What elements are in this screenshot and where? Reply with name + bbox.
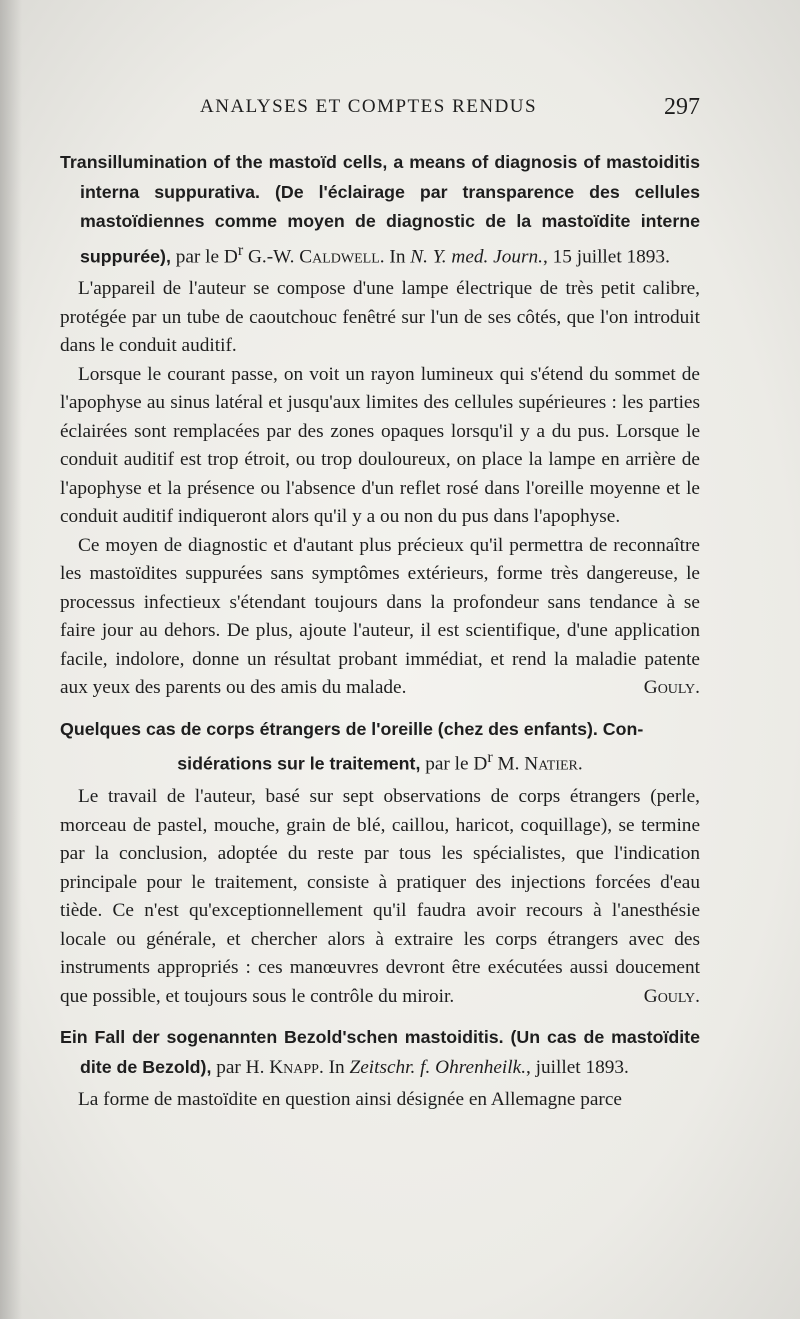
entry-1-journal: N. Y. med. Journ.	[410, 245, 543, 267]
entry-2-title-text-3: .	[577, 753, 583, 775]
entry-1-title-bold: Transillumination of the mastoïd cells, a means of diagnosis of mastoiditis interna suppurativa. (De l'éclairage par transparence des cellules mastoïdiennes comme moyen de diagnostic de la mastoïdite interne suppurée),	[60, 152, 700, 266]
running-title: ANALYSES ET COMPTES RENDUS	[200, 96, 538, 117]
entry-2-signature: Gouly.	[643, 985, 700, 1007]
entry-3-date: , juillet 1893.	[526, 1056, 629, 1078]
entry-3-title-bold: Ein Fall der sogenannten Bezold'schen mastoiditis. (Un cas de mastoïdite dite de Bezold),	[60, 1027, 700, 1077]
page-edge-shadow	[0, 0, 22, 1319]
entry-1-signature: Gouly.	[643, 677, 700, 699]
entry-2-paragraph-1: Le travail de l'auteur, basé sur sept observations de corps étrangers (perle, morceau de pastel, mouche, grain de blé, caillou, haricot, coquillage), se termine par la conclusion, adoptée du reste par tous les spécialistes, que l'indication principale pour le traitement, consiste à pratiquer des injections forcées d'eau tiède. Ce n'est qu'exceptionnellement qu'il faudra avoir recours à l'anesthésie locale ou générale, et chercher alors à extraire les corps étrangers avec des instruments appropriés : ces manœuvres devront être exécutées aussi doucement que possible, et toujours sous le contrôle du miroir.	[60, 786, 700, 1007]
entry-1-paragraph-2: Lorsque le courant passe, on voit un rayon lumineux qui s'étend du sommet de l'apophyse au sinus latéral et jusqu'aux limites des cellules supérieures : les parties éclairées sont remplacées par des zones opaques lorsqu'il y a du pus. Lorsque le conduit auditif est trop étroit, ou trop douloureux, on place la lampe en arrière de l'apophyse et la présence ou l'absence d'un reflet rosé dans l'oreille moyenne et le conduit auditif indiqueront alors qu'il y a ou non du pus dans l'apophyse.	[60, 363, 700, 528]
entry-2-title-text-2: M.	[492, 753, 525, 775]
entry-2-title-text: par le D	[420, 753, 488, 775]
entry-1-paragraph-3-wrap	[60, 532, 700, 703]
entry-1-title	[60, 148, 700, 271]
entry-3-paragraph-1: La forme de mastoïdite en question ainsi désignée en Allemagne parce	[78, 1089, 622, 1111]
entry-3-title-text: par H.	[211, 1056, 270, 1078]
entry-2-title-bold-2: sidérations sur le traitement,	[177, 753, 421, 774]
entry-1-title-text: par le D	[170, 245, 238, 267]
entry-1-paragraph-3: Ce moyen de diagnostic et d'autant plus précieux qu'il permettra de reconnaître les mastoïdites suppurées sans symptômes extérieurs, forme très dangereuse, le processus infectieux s'étendant toujours dans la profondeur sans tendance à se faire jour au dehors. De plus, ajoute l'auteur, il est scientifique, d'une application facile, indolore, donne un résultat probant immédiat, et rend la maladie patente aux yeux des parents ou des amis du malade.	[60, 534, 700, 699]
entry-1-author: Caldwell	[299, 245, 380, 267]
entry-2-title-sup: r	[487, 749, 493, 767]
entry-1-date: , 15 juillet 1893.	[542, 245, 670, 267]
entry-1-title-text-3: . In	[379, 245, 411, 267]
entry-1-paragraph-1: L'appareil de l'auteur se compose d'une lampe électrique de très petit calibre, protégée par un tube de caoutchouc fenêtré sur l'un de ses côtés, que l'on introduit dans le conduit auditif.	[60, 278, 700, 357]
page-header	[60, 96, 700, 126]
entry-1-title-sup: r	[237, 241, 244, 259]
entry-3-author: Knapp	[269, 1056, 319, 1078]
entry-1-title-text-2: G.-W.	[243, 245, 300, 267]
entry-3-journal: Zeitschr. f. Ohrenheilk.	[349, 1056, 527, 1078]
page-number: 297	[664, 94, 700, 120]
entry-2-title-bold-1: Quelques cas de corps étrangers de l'oreille (chez des enfants). Con-	[60, 718, 644, 739]
entry-2-paragraph-1-wrap	[60, 783, 700, 1011]
entry-3-title-text-2: . In	[318, 1056, 350, 1078]
entry-2-author: Natier	[524, 753, 578, 775]
entry-2-title-line-2	[60, 744, 700, 779]
entry-3-title	[60, 1023, 700, 1082]
page-body	[60, 148, 700, 1115]
entry-2-title	[60, 715, 700, 779]
